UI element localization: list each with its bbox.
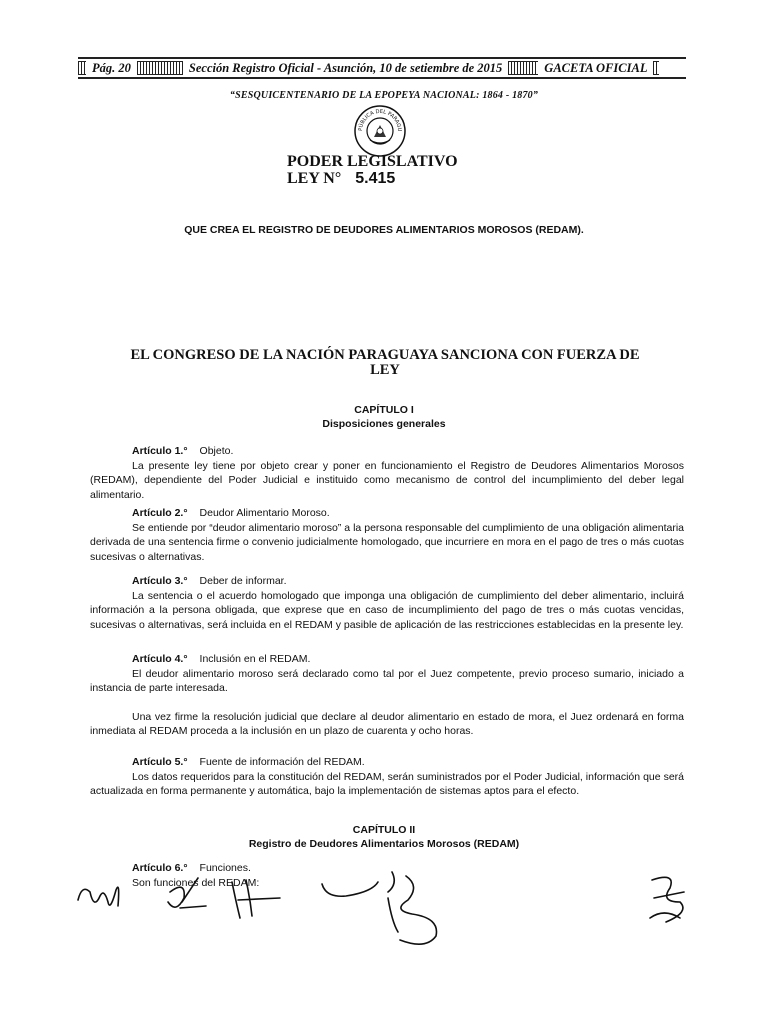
article-3-text: La sentencia o el acuerdo homologado que imponga una obligación de cumplimiento del deber alimentario, incluirá información a la persona obligada, que exprese que en caso de incumplimiento del pago de tres o más cuotas vencidas, sucesivas o alternativas, será incluida en el REDAM y pasible de aplicación de las restricciones establecidas en la presente ley.	[90, 589, 684, 631]
signature-2	[168, 878, 206, 908]
congress-sanction	[100, 348, 670, 378]
article-5	[90, 755, 684, 799]
article-2-text: Se entiende por “deudor alimentario moroso” a la persona responsable del cumplimiento de una obligación alimentaria derivada de una sentencia firme o convenio judicialmente homologado, que incurriere en mora en el pago de tres o más cuotas sucesivas o alternativas.	[90, 521, 684, 563]
signature-5	[650, 877, 684, 922]
article-5-text: Los datos requeridos para la constitución del REDAM, serán suministrados por el Poder Judicial, información que será actualizada en forma permanente y automática, bajo la implementación de sistemas aptos para el efecto.	[90, 770, 684, 797]
article-2	[90, 506, 684, 564]
law-number-line	[287, 170, 395, 188]
law-subject: QUE CREA EL REGISTRO DE DEUDORES ALIMENTARIOS MOROSOS (REDAM).	[184, 224, 584, 236]
article-3-number: Artículo 3.°	[132, 575, 188, 587]
signature-4	[322, 872, 437, 944]
congress-line-2: LEY	[370, 362, 400, 378]
article-3-title: Deber de informar.	[199, 575, 287, 587]
chapter-1-heading	[0, 403, 768, 431]
article-1-text: La presente ley tiene por objeto crear y poner en funcionamiento el Registro de Deudores Alimentarios Morosos (REDAM), dependiente del Poder Judicial e instituido como mecanismo de control del incumplimiento del deber legal alimentario.	[90, 459, 684, 501]
signatures	[0, 862, 768, 952]
article-5-number: Artículo 5.°	[132, 756, 188, 768]
article-6-text: Son funciones del REDAM:	[132, 876, 260, 889]
article-4	[90, 652, 684, 739]
article-6-number: Artículo 6.°	[132, 862, 188, 874]
chapter-2-heading	[0, 823, 768, 851]
article-1	[90, 444, 684, 502]
article-4-text-1: El deudor alimentario moroso será declarado como tal por el Juez competente, previo proceso sumario, iniciado a instancia de parte interesada.	[90, 667, 684, 694]
signature-1	[78, 887, 119, 906]
law-label: LEY N°	[287, 170, 342, 187]
article-5-title: Fuente de información del REDAM.	[199, 756, 365, 768]
motto: “SESQUICENTENARIO DE LA EPOPEYA NACIONAL: 1864 - 1870”	[229, 90, 539, 101]
article-2-number: Artículo 2.°	[132, 507, 188, 519]
chapter-2-title: CAPÍTULO II	[352, 824, 416, 836]
article-3	[90, 574, 684, 632]
article-4-number: Artículo 4.°	[132, 653, 188, 665]
signature-3	[232, 880, 280, 918]
national-seal-icon	[353, 104, 407, 158]
article-6-title: Funciones.	[199, 862, 251, 874]
article-4-text-2: Una vez firme la resolución judicial que declare al deudor alimentario en estado de mora, el Juez ordenará en forma inmediata al REDAM proceda a la inclusión en un plazo de cuarenta y ocho horas.	[90, 710, 684, 737]
chapter-2-subtitle: Registro de Deudores Alimentarios Morosos (REDAM)	[248, 838, 520, 850]
law-number: 5.415	[355, 170, 396, 187]
legislative-power-title: PODER LEGISLATIVO	[287, 153, 458, 170]
section-date: Sección Registro Oficial - Asunción, 10 de setiembre de 2015	[188, 60, 503, 75]
article-4-title: Inclusión en el REDAM.	[199, 653, 311, 665]
chapter-1-subtitle: Disposiciones generales	[322, 418, 446, 430]
page-number: Pág. 20	[92, 60, 131, 75]
gazette-header	[78, 57, 686, 79]
article-2-title: Deudor Alimentario Moroso.	[199, 507, 330, 519]
chapter-1-title: CAPÍTULO I	[354, 404, 414, 416]
article-1-title: Objeto.	[199, 445, 234, 457]
gazette-name: GACETA OFICIAL	[544, 60, 648, 75]
article-1-number: Artículo 1.°	[132, 445, 188, 457]
seal-text: PÚBLICA DEL PARAGU	[357, 108, 403, 132]
congress-line-1: EL CONGRESO DE LA NACIÓN PARAGUAYA SANCIONA CON FUERZA DE	[130, 347, 640, 363]
